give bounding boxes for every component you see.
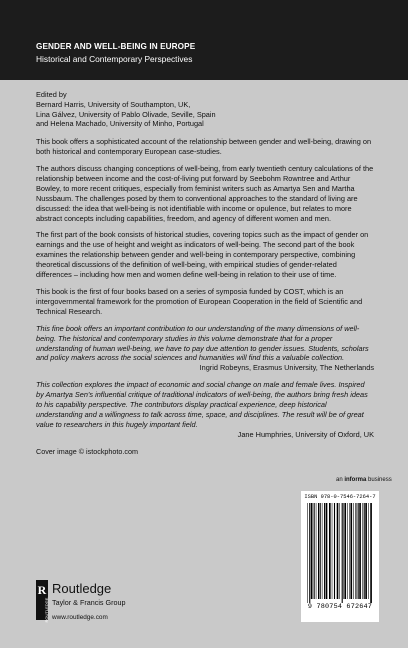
barcode-bar	[370, 503, 372, 603]
barcode-bar	[350, 503, 352, 599]
barcode-bar	[337, 503, 339, 599]
endorsement-attribution: Ingrid Robeyns, Erasmus University, The Netherlands	[199, 363, 374, 373]
description-paragraph: The authors discuss changing conceptions of well-being, from early twentieth century calculations of the relationship between income and the cost-of-living put forward by Seebohm Rowntree and Arthur Bowley, to more recent critiques, especially from feminist writers such as Amartya Sen and Martha Nussbaum. The challenges posed by them to conventional approaches to the standard of living are discussed: the idea that well-being is not identifiable with income or opulence, but relates to more abstract concepts including capabilities, freedom, and agency of different women and men.	[36, 164, 374, 223]
barcode-bar	[326, 503, 328, 599]
barcode-bar	[358, 503, 359, 599]
cover-credit: Cover image © istockphoto.com	[36, 446, 138, 456]
barcode-bar	[334, 503, 335, 599]
informa-brand: informa	[344, 477, 367, 483]
routledge-logo-icon	[36, 580, 49, 623]
isbn-number: 9 780754 672647	[307, 603, 373, 611]
barcode-bar	[324, 503, 325, 599]
svg-text:ROUTLEDGE: ROUTLEDGE	[44, 597, 49, 623]
barcode-bar	[318, 503, 319, 599]
barcode-bar	[309, 503, 310, 603]
informa-business-tag	[336, 477, 392, 483]
barcode-bar	[339, 503, 340, 599]
barcode-bar	[368, 503, 369, 599]
editor-line: and Helena Machado, University of Minho, Portugal	[36, 119, 204, 129]
barcode-bar	[329, 503, 331, 599]
svg-text:R: R	[37, 583, 47, 597]
description-paragraph: This book offers a sophisticated account of the relationship between gender and well-being, drawing on both historical and contemporary European case-studies.	[36, 137, 372, 157]
barcode-bar	[344, 503, 346, 599]
endorsement-text: This fine book offers an important contribution to our understanding of the many dimensions of well-being. The historical and contemporary studies in this volume demonstrate that for a proper understanding of human well-being, we have to pay due attention to gender issues. Students, scholars and policy makers across the social sciences and humanities will find this a valuable collection.	[36, 323, 369, 363]
barcode	[301, 491, 379, 622]
editor-line: Lina Gálvez, University of Pablo Olivade, Seville, Spain	[36, 109, 216, 119]
endorsement-quote	[36, 324, 374, 374]
barcode-bar	[365, 503, 367, 599]
barcode-bar	[314, 503, 315, 599]
barcode-bar	[355, 503, 356, 599]
edited-by-label: Edited by	[36, 90, 67, 99]
editor-line: Bernard Harris, University of Southampton, UK,	[36, 99, 191, 109]
book-title: GENDER AND WELL-BEING IN EUROPE	[36, 42, 196, 51]
barcode-bar	[362, 503, 363, 599]
publisher-name: Routledge	[52, 581, 112, 596]
description-paragraph: The first part of the book consists of historical studies, covering topics such as the impact of gender on earnings and the use of height and weight as indicators of well-being. The second part of the book examines the relationship between gender and well-being in contemporary perspective, combining theoretical discussions of the definition of well-being, with empirical studies of gender-related differences – including how men and women define well-being in relation to their use of time.	[36, 230, 369, 280]
barcode-bar	[320, 503, 321, 599]
title-band	[0, 0, 408, 80]
editors-block	[36, 90, 374, 129]
barcode-bar	[359, 503, 361, 599]
barcode-bar	[343, 503, 344, 599]
barcode-bars	[301, 503, 379, 603]
endorsement-attribution: Jane Humphries, University of Oxford, UK	[237, 429, 374, 439]
description-paragraph: This book is the first of four books based on a series of symposia funded by COST, which is an intergovernmental framework for the promotion of European Cooperation in the field of Scientific and Technical Research.	[36, 286, 363, 316]
informa-suffix: business	[366, 477, 392, 483]
barcode-bar	[353, 503, 354, 599]
endorsement-text: This collection explores the impact of economic and social change on male and female lives. Inspired by Amartya Sen's influential critique of traditional indicators of well-being, the authors bring fresh ideas to his capability perspective. The contributors display practical experience, deep historical understanding and a willingness to talk across time, space, and disciplines. The result will be of great value to researchers in this hugely important field.	[36, 380, 368, 429]
book-subtitle: Historical and Contemporary Perspectives	[36, 54, 193, 64]
publisher-url[interactable]: www.routledge.com	[52, 614, 108, 621]
barcode-bar	[316, 503, 317, 599]
barcode-bar	[342, 503, 343, 603]
barcode-bar	[349, 503, 350, 599]
isbn-label: ISBN 978-0-7546-7264-7	[304, 494, 376, 500]
barcode-bar	[322, 503, 323, 599]
informa-prefix: an	[336, 477, 345, 483]
endorsement-quote	[36, 380, 374, 439]
barcode-bar	[347, 503, 348, 599]
barcode-bar	[307, 503, 308, 603]
barcode-bar	[311, 503, 313, 599]
barcode-bar	[332, 503, 333, 599]
publisher-group: Taylor & Francis Group	[52, 598, 126, 607]
back-cover-text	[36, 90, 374, 457]
barcode-bar	[364, 503, 365, 599]
